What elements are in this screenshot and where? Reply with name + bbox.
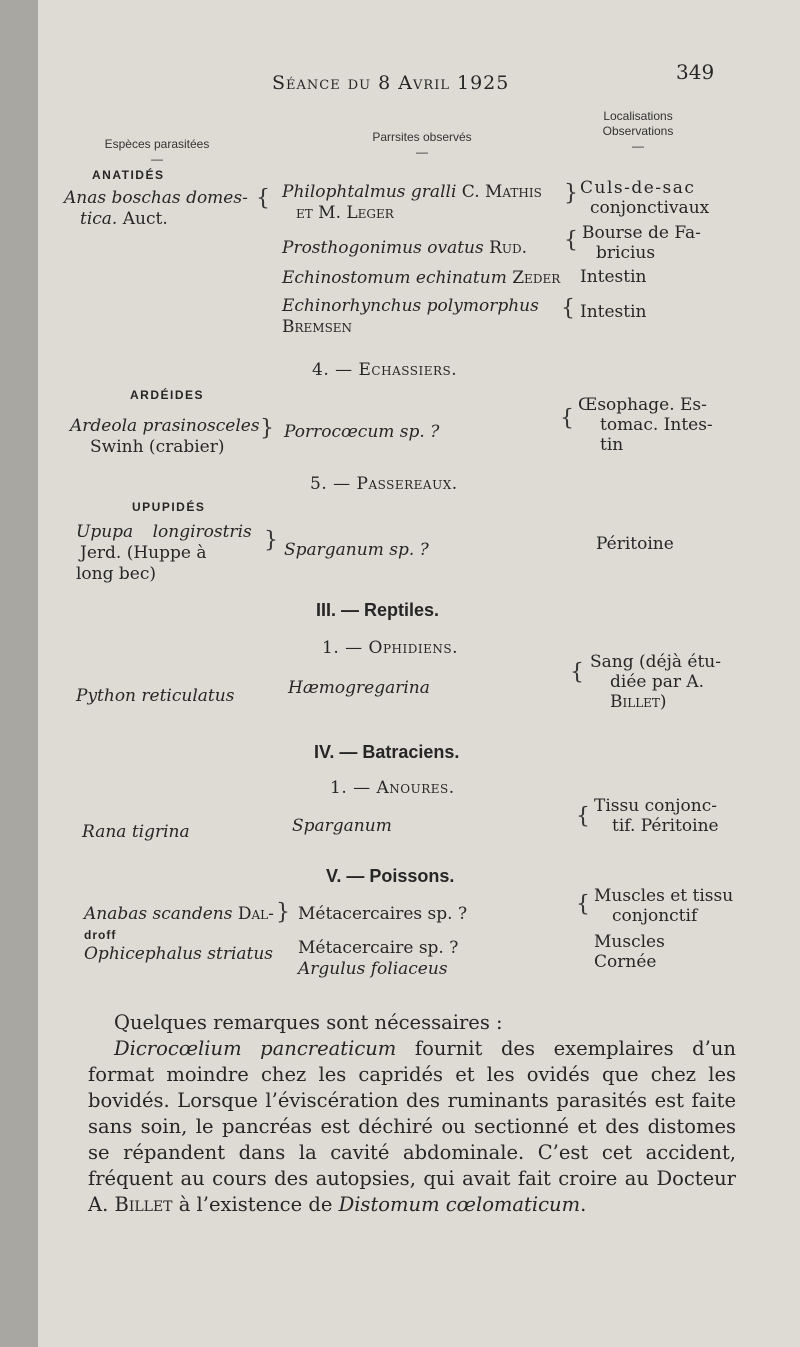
family-ardeides: ARDÉIDES [130, 388, 205, 402]
column-header-localisations: Localisations Observations — [602, 109, 674, 153]
binding-gutter [0, 0, 38, 1347]
loc-bricius: bricius [596, 243, 656, 263]
class-reptiles: III. — Reptiles. [316, 600, 440, 620]
section-echassiers: 4. — Echassiers. [312, 360, 458, 380]
section-anoures: 1. — Anoures. [330, 778, 455, 798]
loc-culs-de-sac: Culs-de-sac [580, 178, 696, 198]
brace-left: { [570, 660, 584, 685]
brace-left: { [256, 186, 270, 211]
loc-intestin: Intestin [580, 302, 647, 322]
brace-left: { [560, 406, 574, 431]
brace-left: { [576, 892, 590, 917]
brace-right: { [561, 296, 575, 321]
brace-left: { [576, 804, 590, 829]
parasite-haemogregarina: Hæmogregarina [288, 678, 430, 698]
host-python: Python reticulatus [76, 686, 235, 706]
family-upupides: UPUPIDÉS [132, 500, 206, 514]
loc-tissu: Tissu conjonc- tif. Péritoine [594, 796, 719, 836]
paragraph-text: Dicrocœlium pancreaticum fournit des exemplaires d’un format moindre chez les capridés et les ovidés que chez les bovidés. Lorsque l’éviscération des ruminants parasités est faite sans soin, le pancréas est déchiré ou sectionné et des distomes se répandent dans la cavité abdominale. C’est cet accident, fréquent au cours des autopsies, qui avait fait croire au Docteur A. Billet à l’existence de Distomum cœlomaticum. [88, 1037, 736, 1216]
body-paragraph [88, 1010, 736, 1218]
host-anas: Anas boschas domes- tica. Auct. [64, 188, 248, 229]
running-header: Séance du 8 Avril 1925 [272, 72, 510, 94]
parasite-metacercaires: Métacercaires sp. ? [298, 904, 468, 924]
loc-peritoine: Péritoine [596, 534, 674, 554]
loc-muscles-tissu: Muscles et tissu conjonctif [594, 886, 734, 926]
loc-conjonctivaux: conjonctivaux [590, 198, 710, 218]
loc-sang: Sang (déjà étu- diée par A. Billet) [590, 652, 721, 712]
parasite-metacercaire: Métacercaire sp. ? Argulus foliaceus [298, 938, 459, 979]
paragraph-intro: Quelques remarques sont nécessaires : [114, 1011, 503, 1034]
host-rana: Rana tigrina [82, 822, 190, 842]
parasite-porrocoecum: Porrocœcum sp. ? [284, 422, 440, 442]
parasite-prosthogonimus: Prosthogonimus ovatus Rud. [282, 238, 528, 258]
host-ardeola: Ardeola prasinosceles Swinh (crabier) [70, 416, 260, 457]
parasite-echinorhynchus: Echinorhynchus polymorphus Bremsen [282, 296, 539, 337]
parasite-philophtalmus: Philophtalmus gralli C. Mathis et M. Leger [282, 182, 542, 223]
host-upupa: Upupa longirostris Jerd. (Huppe à long bec) [76, 522, 252, 584]
class-poissons: V. — Poissons. [326, 866, 455, 886]
parasite-sparganum: Sparganum [292, 816, 392, 836]
parasite-sparganum: Sparganum sp. ? [284, 540, 429, 560]
host-ophicephalus: Ophicephalus striatus [84, 944, 274, 964]
brace-right: } [260, 416, 274, 441]
column-header-parasites: Parrsites observés — [372, 130, 472, 159]
page-number: 349 [676, 60, 715, 84]
brace-right: { [564, 228, 578, 253]
loc-muscles-cornee: Muscles Cornée [594, 932, 665, 972]
host-anabas: Anabas scandens Dal- droff [84, 904, 274, 942]
column-header-species: Espèces parasitées — [104, 137, 210, 166]
brace-right: } [564, 181, 578, 206]
brace-right: } [264, 528, 278, 553]
loc-oesophage: Œsophage. Es- tomac. Intes- tin [578, 395, 713, 455]
parasite-echinostomum: Echinostomum echinatum Zeder [282, 268, 561, 288]
loc-intestin: Intestin [580, 267, 647, 287]
section-ophidiens: 1. — Ophidiens. [322, 638, 458, 658]
class-batraciens: IV. — Batraciens. [314, 742, 460, 762]
brace-right: } [276, 900, 290, 925]
loc-bourse: Bourse de Fa- [582, 223, 701, 243]
section-passereaux: 5. — Passereaux. [310, 474, 458, 494]
family-anatides: ANATIDÉS [92, 168, 165, 182]
